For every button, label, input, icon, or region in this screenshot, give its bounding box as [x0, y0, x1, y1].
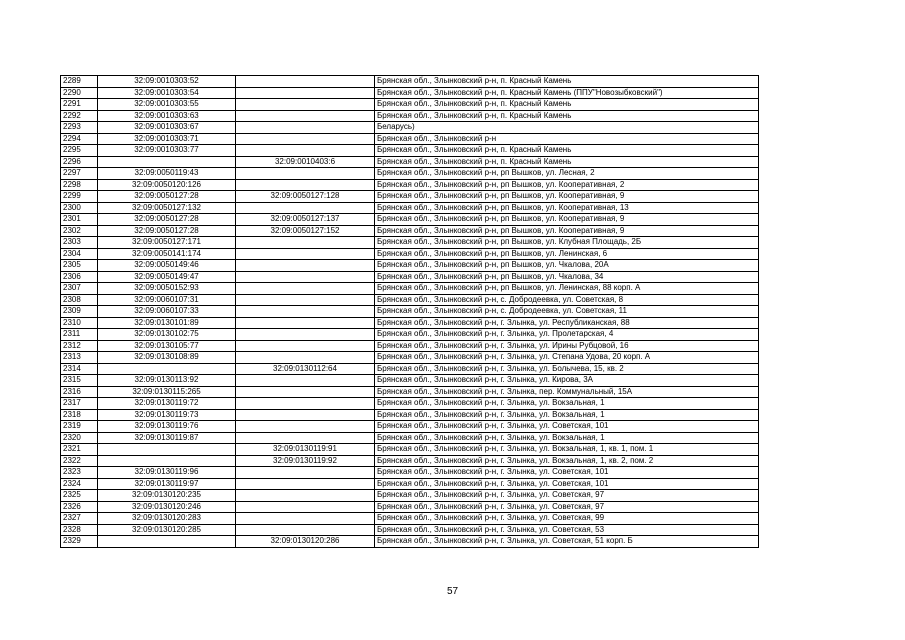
row-number-cell: 2294 — [61, 133, 98, 145]
table-row — [61, 110, 759, 122]
cadastral-number-cell — [98, 455, 236, 467]
cadastral-number-cell — [98, 156, 236, 168]
cadastral-number-cell: 32:09:0130119:87 — [98, 432, 236, 444]
cadastral-number-cell: 32:09:0050127:132 — [98, 202, 236, 214]
cadastral-number-cell: 32:09:0010303:63 — [98, 110, 236, 122]
row-number-cell: 2328 — [61, 524, 98, 536]
table-row — [61, 513, 759, 525]
address-cell: Брянская обл., Злынковский р-н, п. Красный Камень — [375, 76, 759, 88]
cadastral-number-cell: 32:09:0060107:33 — [98, 306, 236, 318]
secondary-cadastral-number-cell — [236, 283, 375, 295]
table-row — [61, 122, 759, 134]
row-number-cell: 2314 — [61, 363, 98, 375]
secondary-cadastral-number-cell — [236, 248, 375, 260]
secondary-cadastral-number-cell — [236, 306, 375, 318]
cadastral-number-cell: 32:09:0060107:31 — [98, 294, 236, 306]
table-row — [61, 455, 759, 467]
table-row — [61, 306, 759, 318]
table-row — [61, 501, 759, 513]
address-cell: Брянская обл., Злынковский р-н, г. Злынка, ул. Вокзальная, 1 — [375, 398, 759, 410]
table-row — [61, 87, 759, 99]
row-number-cell: 2320 — [61, 432, 98, 444]
secondary-cadastral-number-cell — [236, 133, 375, 145]
row-number-cell: 2297 — [61, 168, 98, 180]
row-number-cell: 2298 — [61, 179, 98, 191]
cadastral-number-cell: 32:09:0050120:126 — [98, 179, 236, 191]
cadastral-number-cell: 32:09:0050149:47 — [98, 271, 236, 283]
table-row — [61, 168, 759, 180]
cadastral-number-cell: 32:09:0130108:89 — [98, 352, 236, 364]
secondary-cadastral-number-cell — [236, 99, 375, 111]
table-row — [61, 179, 759, 191]
table-row — [61, 363, 759, 375]
row-number-cell: 2323 — [61, 467, 98, 479]
row-number-cell: 2327 — [61, 513, 98, 525]
secondary-cadastral-number-cell: 32:09:0050127:152 — [236, 225, 375, 237]
cadastral-number-cell — [98, 536, 236, 548]
table-row — [61, 99, 759, 111]
row-number-cell: 2303 — [61, 237, 98, 249]
table-row — [61, 156, 759, 168]
row-number-cell: 2316 — [61, 386, 98, 398]
secondary-cadastral-number-cell — [236, 87, 375, 99]
secondary-cadastral-number-cell — [236, 237, 375, 249]
address-cell: Брянская обл., Злынковский р-н, г. Злынка, ул. Болычева, 15, кв. 2 — [375, 363, 759, 375]
cadastral-number-cell — [98, 363, 236, 375]
address-cell: Брянская обл., Злынковский р-н, г. Злынка, ул. Пролетарская, 4 — [375, 329, 759, 341]
address-cell: Брянская обл., Злынковский р-н, г. Злынка, ул. Вокзальная, 1 — [375, 432, 759, 444]
table-row — [61, 260, 759, 272]
table-row — [61, 237, 759, 249]
secondary-cadastral-number-cell — [236, 179, 375, 191]
secondary-cadastral-number-cell — [236, 352, 375, 364]
secondary-cadastral-number-cell — [236, 398, 375, 410]
secondary-cadastral-number-cell — [236, 501, 375, 513]
row-number-cell: 2321 — [61, 444, 98, 456]
cadastral-number-cell: 32:09:0050152:93 — [98, 283, 236, 295]
secondary-cadastral-number-cell — [236, 513, 375, 525]
table-row — [61, 444, 759, 456]
address-cell: Брянская обл., Злынковский р-н, п. Красный Камень (ППУ"Новозыбковский") — [375, 87, 759, 99]
cadastral-number-cell: 32:09:0130105:77 — [98, 340, 236, 352]
row-number-cell: 2295 — [61, 145, 98, 157]
secondary-cadastral-number-cell: 32:09:0130119:92 — [236, 455, 375, 467]
secondary-cadastral-number-cell — [236, 110, 375, 122]
address-cell: Брянская обл., Злынковский р-н, г. Злынка, ул. Ирины Рубцовой, 16 — [375, 340, 759, 352]
cadastral-number-cell: 32:09:0050127:28 — [98, 191, 236, 203]
cadastral-number-cell: 32:09:0130120:246 — [98, 501, 236, 513]
cadastral-number-cell: 32:09:0130119:96 — [98, 467, 236, 479]
address-cell: Брянская обл., Злынковский р-н, г. Злынка, ул. Вокзальная, 1, кв. 1, пом. 1 — [375, 444, 759, 456]
cadastral-number-cell — [98, 444, 236, 456]
address-cell: Брянская обл., Злынковский р-н, г. Злынка, ул. Вокзальная, 1, кв. 2, пом. 2 — [375, 455, 759, 467]
secondary-cadastral-number-cell — [236, 294, 375, 306]
address-cell: Брянская обл., Злынковский р-н, рп Вышков, ул. Ленинская, 6 — [375, 248, 759, 260]
secondary-cadastral-number-cell — [236, 386, 375, 398]
secondary-cadastral-number-cell — [236, 260, 375, 272]
table-row — [61, 409, 759, 421]
secondary-cadastral-number-cell: 32:09:0050127:137 — [236, 214, 375, 226]
table-row — [61, 214, 759, 226]
cadastral-number-cell: 32:09:0130119:73 — [98, 409, 236, 421]
cadastral-number-cell: 32:09:0130120:285 — [98, 524, 236, 536]
cadastral-number-cell: 32:09:0010303:71 — [98, 133, 236, 145]
address-cell: Брянская обл., Злынковский р-н, рп Вышков, ул. Кооперативная, 9 — [375, 214, 759, 226]
table-row — [61, 340, 759, 352]
row-number-cell: 2300 — [61, 202, 98, 214]
address-cell: Брянская обл., Злынковский р-н, рп Вышков, ул. Ленинская, 88 корп. А — [375, 283, 759, 295]
secondary-cadastral-number-cell: 32:09:0010403:6 — [236, 156, 375, 168]
registry-table-body — [61, 76, 759, 548]
row-number-cell: 2293 — [61, 122, 98, 134]
row-number-cell: 2309 — [61, 306, 98, 318]
table-row — [61, 467, 759, 479]
secondary-cadastral-number-cell — [236, 340, 375, 352]
secondary-cadastral-number-cell: 32:09:0130119:91 — [236, 444, 375, 456]
row-number-cell: 2304 — [61, 248, 98, 260]
cadastral-number-cell: 32:09:0130119:76 — [98, 421, 236, 433]
secondary-cadastral-number-cell — [236, 317, 375, 329]
cadastral-number-cell: 32:09:0130120:235 — [98, 490, 236, 502]
address-cell: Брянская обл., Злынковский р-н, рп Вышков, ул. Кооперативная, 9 — [375, 225, 759, 237]
secondary-cadastral-number-cell — [236, 432, 375, 444]
secondary-cadastral-number-cell — [236, 76, 375, 88]
cadastral-number-cell: 32:09:0010303:54 — [98, 87, 236, 99]
row-number-cell: 2289 — [61, 76, 98, 88]
cadastral-number-cell: 32:09:0130113:92 — [98, 375, 236, 387]
address-cell: Брянская обл., Злынковский р-н, г. Злынка, пер. Коммунальный, 15А — [375, 386, 759, 398]
cadastral-number-cell: 32:09:0130119:97 — [98, 478, 236, 490]
row-number-cell: 2291 — [61, 99, 98, 111]
cadastral-number-cell: 32:09:0010303:55 — [98, 99, 236, 111]
address-cell: Брянская обл., Злынковский р-н — [375, 133, 759, 145]
secondary-cadastral-number-cell: 32:09:0130120:286 — [236, 536, 375, 548]
table-row — [61, 202, 759, 214]
cadastral-number-cell: 32:09:0010303:77 — [98, 145, 236, 157]
row-number-cell: 2292 — [61, 110, 98, 122]
cadastral-number-cell: 32:09:0130115:265 — [98, 386, 236, 398]
address-cell: Брянская обл., Злынковский р-н, п. Красный Камень — [375, 110, 759, 122]
table-row — [61, 191, 759, 203]
secondary-cadastral-number-cell — [236, 490, 375, 502]
row-number-cell: 2325 — [61, 490, 98, 502]
address-cell: Брянская обл., Злынковский р-н, рп Вышков, ул. Чкалова, 20А — [375, 260, 759, 272]
address-cell: Брянская обл., Злынковский р-н, г. Злынка, ул. Советская, 97 — [375, 501, 759, 513]
property-registry-table — [60, 75, 759, 548]
secondary-cadastral-number-cell — [236, 329, 375, 341]
cadastral-number-cell: 32:09:0050127:28 — [98, 214, 236, 226]
cadastral-number-cell: 32:09:0130101:89 — [98, 317, 236, 329]
address-cell: Брянская обл., Злынковский р-н, п. Красный Камень — [375, 156, 759, 168]
secondary-cadastral-number-cell — [236, 202, 375, 214]
row-number-cell: 2315 — [61, 375, 98, 387]
table-row — [61, 317, 759, 329]
address-cell: Брянская обл., Злынковский р-н, г. Злынка, ул. Советская, 101 — [375, 478, 759, 490]
table-row — [61, 294, 759, 306]
table-row — [61, 352, 759, 364]
row-number-cell: 2312 — [61, 340, 98, 352]
secondary-cadastral-number-cell: 32:09:0050127:128 — [236, 191, 375, 203]
table-row — [61, 478, 759, 490]
table-row — [61, 283, 759, 295]
secondary-cadastral-number-cell — [236, 145, 375, 157]
cadastral-number-cell: 32:09:0050141:174 — [98, 248, 236, 260]
secondary-cadastral-number-cell — [236, 122, 375, 134]
table-row — [61, 524, 759, 536]
table-row — [61, 145, 759, 157]
cadastral-number-cell: 32:09:0010303:67 — [98, 122, 236, 134]
table-row — [61, 133, 759, 145]
row-number-cell: 2324 — [61, 478, 98, 490]
address-cell: Брянская обл., Злынковский р-н, рп Вышков, ул. Чкалова, 34 — [375, 271, 759, 283]
address-cell: Брянская обл., Злынковский р-н, рп Вышков, ул. Кооперативная, 13 — [375, 202, 759, 214]
secondary-cadastral-number-cell: 32:09:0130112:64 — [236, 363, 375, 375]
secondary-cadastral-number-cell — [236, 478, 375, 490]
row-number-cell: 2296 — [61, 156, 98, 168]
table-row — [61, 490, 759, 502]
cadastral-number-cell: 32:09:0050127:28 — [98, 225, 236, 237]
table-row — [61, 375, 759, 387]
secondary-cadastral-number-cell — [236, 375, 375, 387]
page-number: 57 — [446, 586, 459, 597]
address-cell: Брянская обл., Злынковский р-н, г. Злынка, ул. Советская, 101 — [375, 421, 759, 433]
row-number-cell: 2306 — [61, 271, 98, 283]
table-row — [61, 421, 759, 433]
secondary-cadastral-number-cell — [236, 271, 375, 283]
address-cell: Брянская обл., Злынковский р-н, г. Злынка, ул. Советская, 53 — [375, 524, 759, 536]
secondary-cadastral-number-cell — [236, 168, 375, 180]
address-cell: Брянская обл., Злынковский р-н, рп Вышков, ул. Лесная, 2 — [375, 168, 759, 180]
row-number-cell: 2308 — [61, 294, 98, 306]
address-cell: Брянская обл., Злынковский р-н, г. Злынка, ул. Вокзальная, 1 — [375, 409, 759, 421]
cadastral-number-cell: 32:09:0050127:171 — [98, 237, 236, 249]
address-cell: Брянская обл., Злынковский р-н, рп Вышков, ул. Кооперативная, 9 — [375, 191, 759, 203]
cadastral-number-cell: 32:09:0130102:75 — [98, 329, 236, 341]
cadastral-number-cell: 32:09:0130120:283 — [98, 513, 236, 525]
secondary-cadastral-number-cell — [236, 524, 375, 536]
table-row — [61, 225, 759, 237]
row-number-cell: 2326 — [61, 501, 98, 513]
cadastral-number-cell: 32:09:0050119:43 — [98, 168, 236, 180]
row-number-cell: 2322 — [61, 455, 98, 467]
secondary-cadastral-number-cell — [236, 467, 375, 479]
address-cell: Брянская обл., Злынковский р-н, п. Красный Камень — [375, 145, 759, 157]
table-row — [61, 248, 759, 260]
row-number-cell: 2307 — [61, 283, 98, 295]
table-row — [61, 76, 759, 88]
row-number-cell: 2305 — [61, 260, 98, 272]
address-cell: Брянская обл., Злынковский р-н, г. Злынка, ул. Советская, 51 корп. Б — [375, 536, 759, 548]
row-number-cell: 2318 — [61, 409, 98, 421]
address-cell: Брянская обл., Злынковский р-н, г. Злынка, ул. Советская, 99 — [375, 513, 759, 525]
address-cell: Брянская обл., Злынковский р-н, п. Красный Камень — [375, 99, 759, 111]
address-cell: Брянская обл., Злынковский р-н, г. Злынка, ул. Республиканская, 88 — [375, 317, 759, 329]
table-row — [61, 271, 759, 283]
address-cell: Брянская обл., Злынковский р-н, г. Злынка, ул. Советская, 97 — [375, 490, 759, 502]
row-number-cell: 2319 — [61, 421, 98, 433]
row-number-cell: 2311 — [61, 329, 98, 341]
table-row — [61, 398, 759, 410]
row-number-cell: 2329 — [61, 536, 98, 548]
row-number-cell: 2302 — [61, 225, 98, 237]
cadastral-number-cell: 32:09:0010303:52 — [98, 76, 236, 88]
secondary-cadastral-number-cell — [236, 409, 375, 421]
address-cell: Брянская обл., Злынковский р-н, рп Вышков, ул. Кооперативная, 2 — [375, 179, 759, 191]
address-cell: Беларусь) — [375, 122, 759, 134]
row-number-cell: 2310 — [61, 317, 98, 329]
row-number-cell: 2317 — [61, 398, 98, 410]
address-cell: Брянская обл., Злынковский р-н, с. Добродеевка, ул. Советская, 11 — [375, 306, 759, 318]
table-row — [61, 432, 759, 444]
address-cell: Брянская обл., Злынковский р-н, г. Злынка, ул. Советская, 101 — [375, 467, 759, 479]
table-row — [61, 386, 759, 398]
cadastral-number-cell: 32:09:0050149:46 — [98, 260, 236, 272]
secondary-cadastral-number-cell — [236, 421, 375, 433]
row-number-cell: 2301 — [61, 214, 98, 226]
table-row — [61, 329, 759, 341]
row-number-cell: 2290 — [61, 87, 98, 99]
address-cell: Брянская обл., Злынковский р-н, г. Злынка, ул. Степана Удова, 20 корп. А — [375, 352, 759, 364]
address-cell: Брянская обл., Злынковский р-н, с. Добродеевка, ул. Советская, 8 — [375, 294, 759, 306]
table-row — [61, 536, 759, 548]
address-cell: Брянская обл., Злынковский р-н, г. Злынка, ул. Кирова, 3А — [375, 375, 759, 387]
row-number-cell: 2299 — [61, 191, 98, 203]
address-cell: Брянская обл., Злынковский р-н, рп Вышков, ул. Клубная Площадь, 2Б — [375, 237, 759, 249]
row-number-cell: 2313 — [61, 352, 98, 364]
cadastral-number-cell: 32:09:0130119:72 — [98, 398, 236, 410]
